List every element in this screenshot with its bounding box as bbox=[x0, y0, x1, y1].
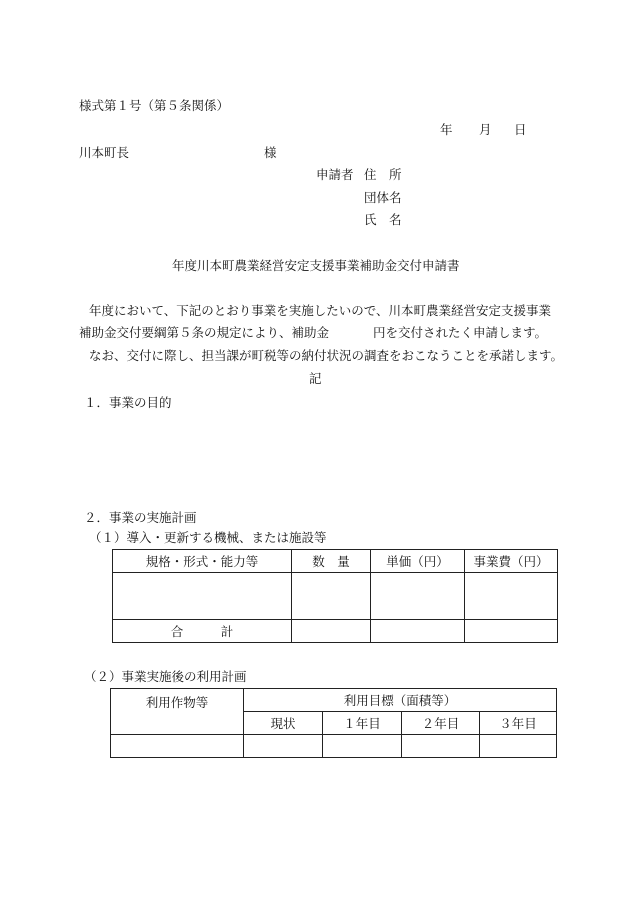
header-current: 現状 bbox=[244, 712, 323, 735]
cell-quantity[interactable] bbox=[292, 573, 371, 620]
header-unit-price: 単価（円） bbox=[371, 550, 465, 573]
cell-unit-price[interactable] bbox=[371, 573, 465, 620]
cell-total-unit-price[interactable] bbox=[371, 620, 465, 643]
header-crops: 利用作物等 bbox=[111, 689, 244, 735]
applicant-address-label: 住 所 bbox=[364, 167, 402, 182]
cell-spec[interactable] bbox=[113, 573, 292, 620]
header-year-3: ３年目 bbox=[480, 712, 557, 735]
section-1-heading: １．事業の目的 bbox=[84, 395, 172, 410]
cell-year-2[interactable] bbox=[402, 735, 480, 758]
body-line-3: なお、交付に際し、担当課が町税等の納付状況の調査をおこなうことを承諾します。 bbox=[89, 348, 564, 363]
applicant-label: 申請者 bbox=[316, 167, 354, 182]
cell-year-3[interactable] bbox=[480, 735, 557, 758]
applicant-group-label: 団体名 bbox=[364, 190, 402, 205]
addressee-name: 川本町長 bbox=[79, 145, 130, 160]
header-usage-target: 利用目標（面積等） bbox=[244, 689, 557, 712]
cell-total-project-cost[interactable] bbox=[465, 620, 558, 643]
header-project-cost: 事業費（円） bbox=[465, 550, 558, 573]
cell-year-1[interactable] bbox=[323, 735, 402, 758]
table-1-caption: （１）導入・更新する機械、または施設等 bbox=[89, 530, 327, 545]
table-2-caption: （２）事業実施後の利用計画 bbox=[84, 669, 247, 684]
total-label: 合 計 bbox=[113, 620, 292, 643]
date-day-label: 日 bbox=[514, 122, 527, 137]
ki-label: 記 bbox=[309, 371, 322, 386]
cell-crops[interactable] bbox=[111, 735, 244, 758]
header-year-1: １年目 bbox=[323, 712, 402, 735]
section-2-heading: ２．事業の実施計画 bbox=[84, 510, 197, 525]
cell-project-cost[interactable] bbox=[465, 573, 558, 620]
date-year-label: 年 bbox=[440, 122, 453, 137]
cell-total-quantity[interactable] bbox=[292, 620, 371, 643]
body-line-2a: 補助金交付要綱第５条の規定により、補助金 bbox=[79, 325, 330, 340]
form-number: 様式第１号（第５条関係） bbox=[79, 98, 230, 113]
body-line-1: 年度において、下記のとおり事業を実施したいので、川本町農業経営安定支援事業 bbox=[89, 303, 552, 318]
date-month-label: 月 bbox=[479, 122, 492, 137]
document-title: 年度川本町農業経営安定支援事業補助金交付申請書 bbox=[172, 258, 460, 273]
applicant-name-label: 氏 名 bbox=[364, 212, 402, 227]
body-line-2b: 円を交付されたく申請します。 bbox=[373, 325, 548, 340]
header-year-2: ２年目 bbox=[402, 712, 480, 735]
header-quantity: 数 量 bbox=[292, 550, 371, 573]
usage-plan-table bbox=[110, 688, 557, 758]
cell-current[interactable] bbox=[244, 735, 323, 758]
addressee-honorific: 様 bbox=[264, 145, 277, 160]
header-spec: 規格・形式・能力等 bbox=[113, 550, 292, 573]
equipment-table bbox=[112, 549, 558, 643]
